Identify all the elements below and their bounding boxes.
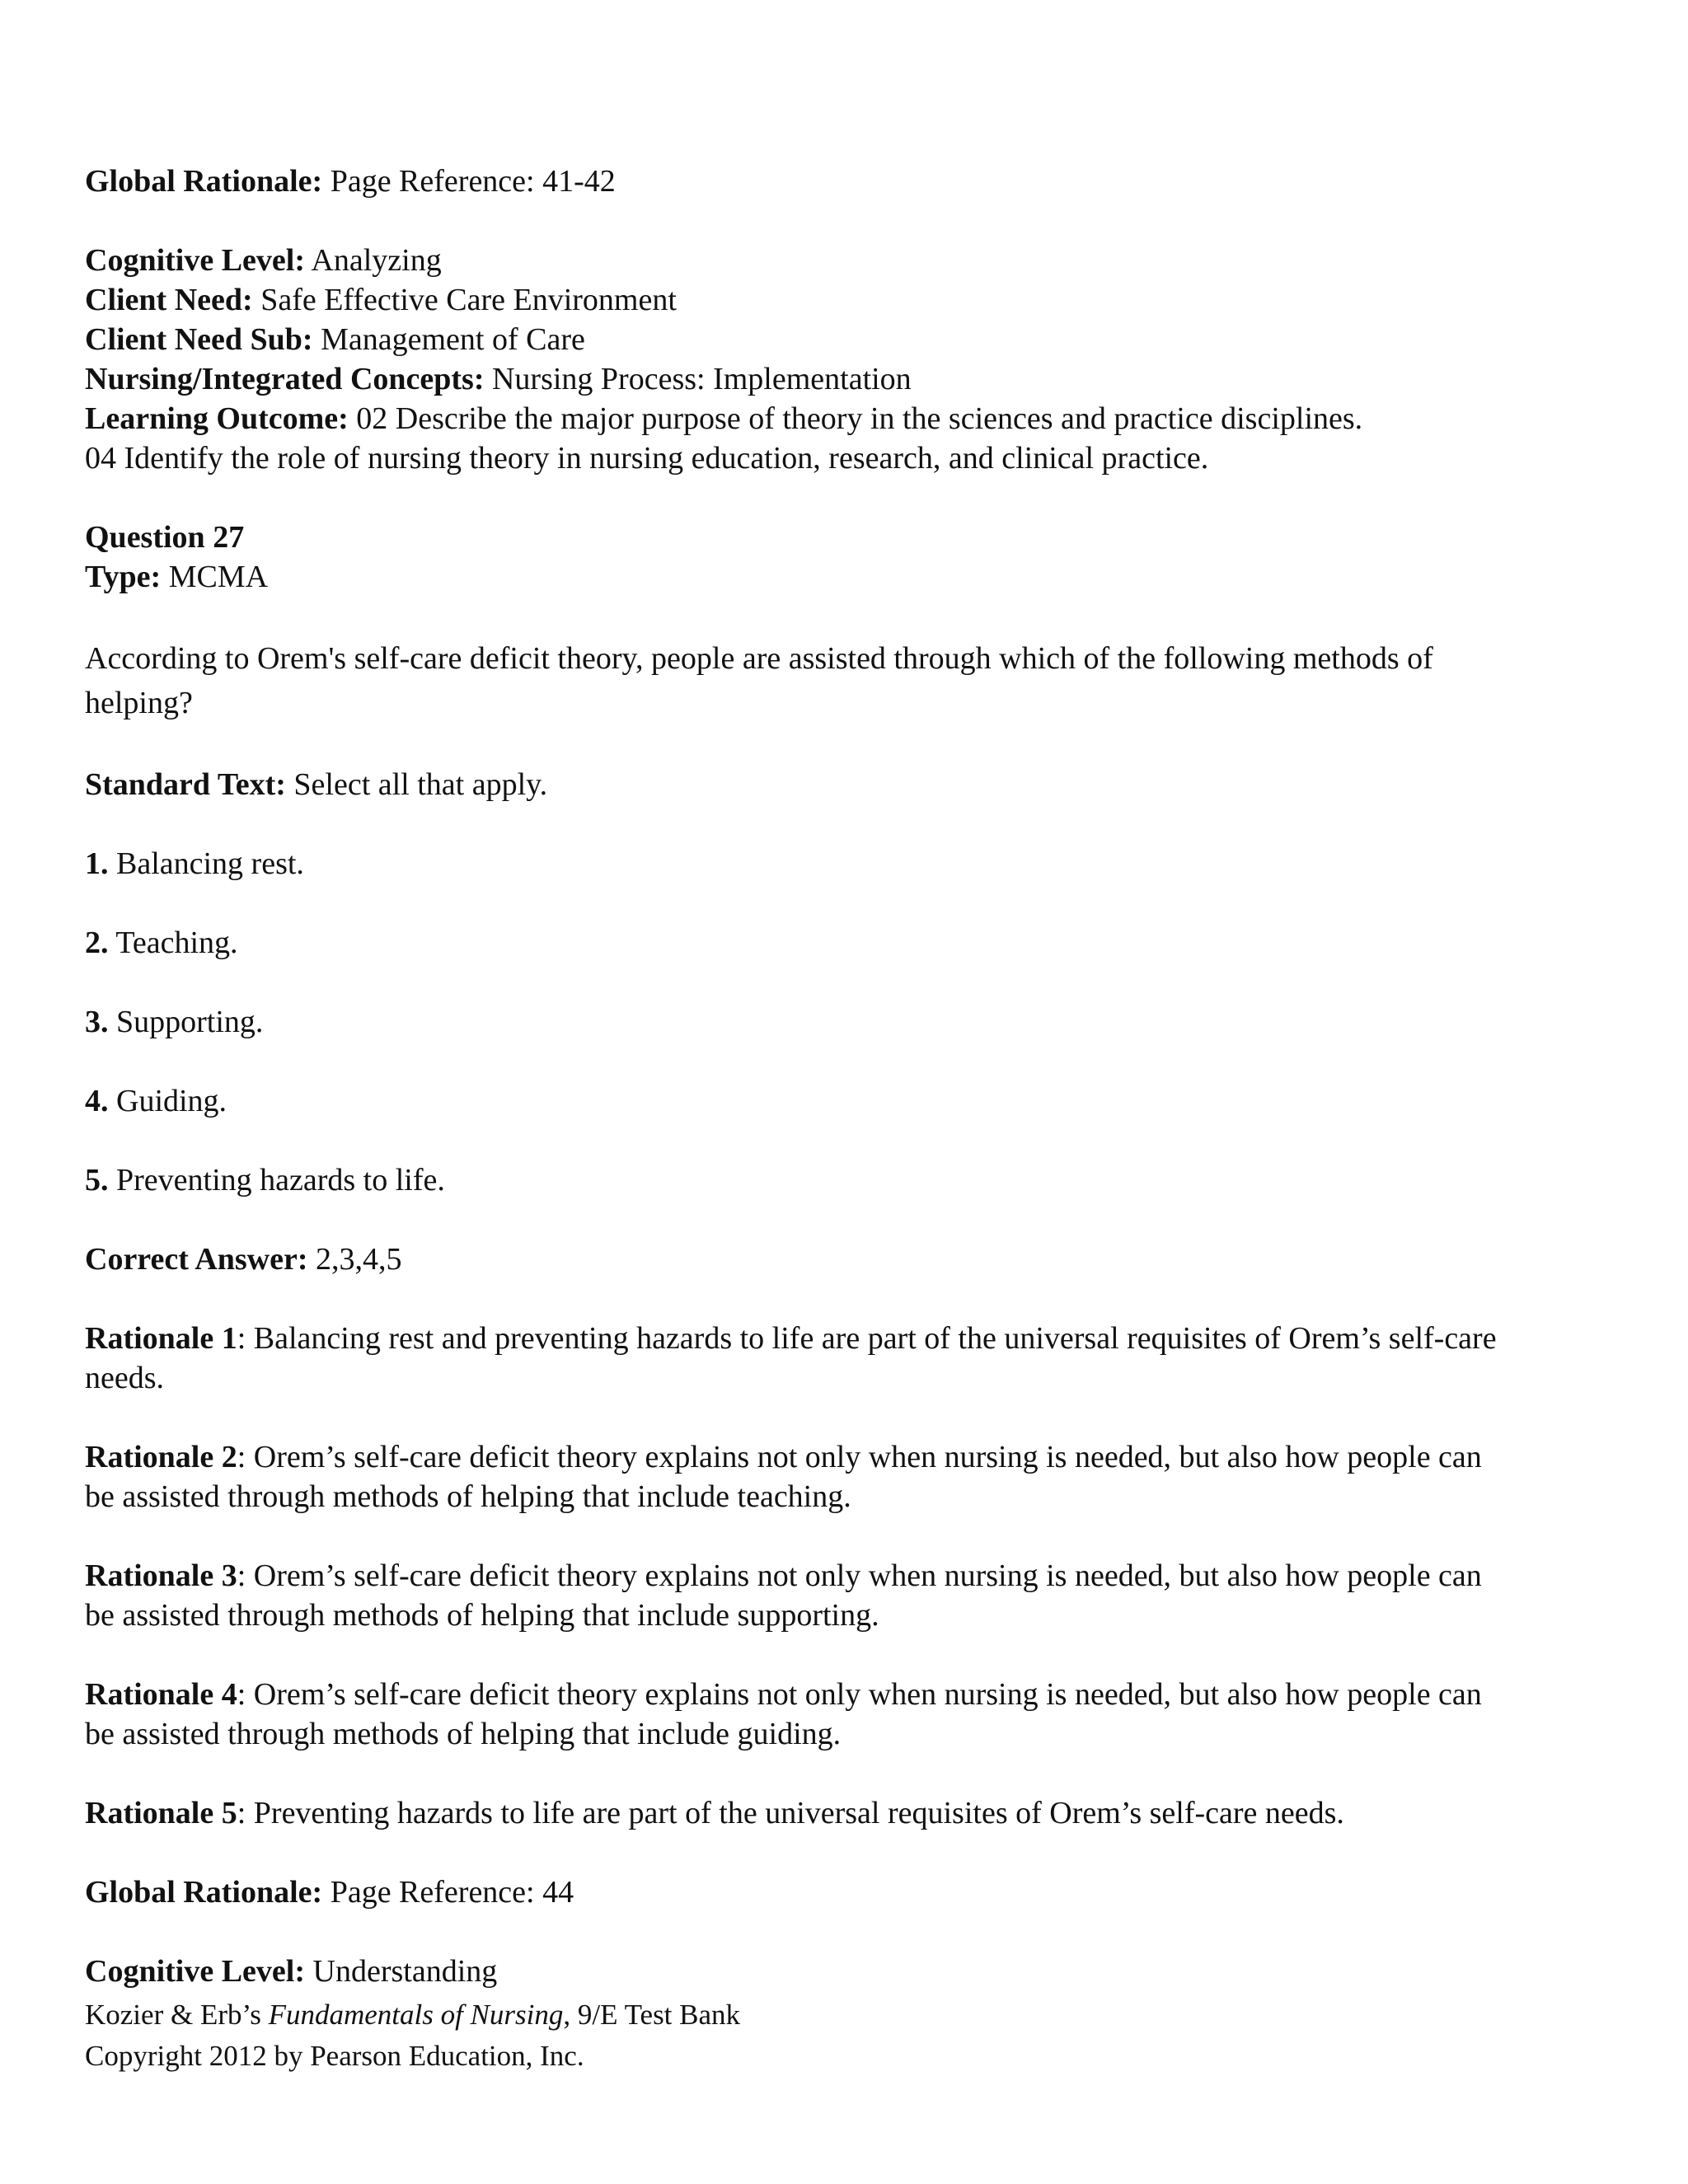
rationale-text: : Balancing rest and preventing hazards to life are part of the universal requisites of Orem’s self-care: [237, 1321, 1497, 1356]
prev-learning-outcome: [85, 399, 1618, 438]
answer-option-2: [85, 923, 1618, 963]
rationale-line: [85, 1793, 1618, 1833]
value: Management of Care: [321, 322, 585, 357]
stem-line: helping?: [85, 686, 193, 720]
prev-learning-outcome-continued: 04 Identify the role of nursing theory in nursing education, research, and clinical practice.: [85, 441, 1209, 476]
option-number: 2.: [85, 926, 109, 960]
value: MCMA: [168, 560, 269, 594]
value: Nursing Process: Implementation: [491, 362, 912, 396]
label: Client Need:: [85, 283, 253, 317]
rationale-text: : Orem’s self-care deficit theory explains not only when nursing is needed, but also how people can: [237, 1440, 1482, 1474]
stem-line: According to Orem's self-care deficit theory, people are assisted through which of the following methods of: [85, 641, 1433, 676]
prev-global-rationale: [85, 162, 1618, 201]
option-number: 5.: [85, 1163, 109, 1197]
rationale-2: [85, 1437, 1618, 1516]
rationale-5: [85, 1793, 1618, 1833]
rationale-text: : Orem’s self-care deficit theory explains not only when nursing is needed, but also how people can: [237, 1558, 1482, 1593]
rationale-line: be assisted through methods of helping that include guiding.: [85, 1717, 842, 1751]
rationale-text: : Preventing hazards to life are part of the universal requisites of Orem’s self-care needs.: [237, 1796, 1344, 1830]
option-text: Guiding.: [116, 1084, 227, 1118]
rationale-line: be assisted through methods of helping that include supporting.: [85, 1598, 879, 1633]
rationale-text: : Orem’s self-care deficit theory explains not only when nursing is needed, but also how people can: [237, 1677, 1482, 1712]
rationale-label: Rationale 4: [85, 1677, 237, 1712]
question-type: [85, 557, 1618, 597]
document-body: [85, 162, 1618, 1991]
rationale-3: [85, 1556, 1618, 1635]
option-number: 4.: [85, 1084, 109, 1118]
option-number: 1.: [85, 846, 109, 881]
answer-option-3: [85, 1002, 1618, 1042]
rationale-line: needs.: [85, 1361, 165, 1395]
answer-option-5: [85, 1160, 1618, 1200]
option-text: Teaching.: [115, 926, 238, 960]
rationale-line: be assisted through methods of helping that include teaching.: [85, 1479, 851, 1514]
value: Safe Effective Care Environment: [260, 283, 677, 317]
footer-suffix: , 9/E Test Bank: [563, 1999, 741, 2031]
label: Cognitive Level:: [85, 1954, 306, 1989]
question-title: [85, 518, 1618, 557]
rationale-label: Rationale 1: [85, 1321, 237, 1356]
value: 02 Describe the major purpose of theory in the sciences and practice disciplines.: [356, 401, 1363, 436]
rationale-label: Rationale 3: [85, 1558, 237, 1593]
footer-book-title: [85, 1994, 740, 2036]
question-stem: [85, 636, 1618, 725]
correct-answer: [85, 1240, 1618, 1279]
label: Global Rationale:: [85, 164, 323, 199]
footer-title: Fundamentals of Nursing: [268, 1999, 564, 2031]
option-number: 3.: [85, 1005, 109, 1039]
answer-option-1: [85, 844, 1618, 883]
standard-text: [85, 765, 1618, 804]
value: Analyzing: [311, 243, 442, 278]
rationale-line: [85, 1556, 1618, 1596]
prev-cognitive-level: [85, 241, 1618, 280]
option-text: Preventing hazards to life.: [116, 1163, 445, 1197]
label: Learning Outcome:: [85, 401, 349, 436]
global-rationale: [85, 1872, 1618, 1912]
rationale-line: [85, 1437, 1618, 1477]
rationale-label: Rationale 5: [85, 1796, 237, 1830]
answer-option-4: [85, 1081, 1618, 1121]
value: Page Reference: 44: [330, 1875, 574, 1910]
value: Select all that apply.: [293, 767, 548, 802]
rationale-line: [85, 1319, 1618, 1358]
value: Page Reference: 41-42: [330, 164, 616, 199]
prev-client-need-sub: [85, 320, 1618, 359]
option-text: Supporting.: [116, 1005, 264, 1039]
rationale-4: [85, 1675, 1618, 1754]
option-text: Balancing rest.: [116, 846, 304, 881]
page-footer: [85, 1994, 740, 2077]
prev-concepts: [85, 359, 1618, 399]
label: Global Rationale:: [85, 1875, 323, 1910]
question-number: Question 27: [85, 520, 245, 555]
value: Understanding: [312, 1954, 498, 1989]
value: 2,3,4,5: [315, 1242, 402, 1277]
rationale-1: [85, 1319, 1618, 1398]
label: Client Need Sub:: [85, 322, 313, 357]
label: Correct Answer:: [85, 1242, 308, 1277]
label: Type:: [85, 560, 162, 594]
footer-copyright: Copyright 2012 by Pearson Education, Inc.: [85, 2040, 584, 2072]
label: Standard Text:: [85, 767, 286, 802]
cognitive-level: [85, 1952, 1618, 1991]
rationale-line: [85, 1675, 1618, 1714]
prev-client-need: [85, 280, 1618, 320]
label: Cognitive Level:: [85, 243, 306, 278]
footer-prefix: Kozier & Erb’s: [85, 1999, 269, 2031]
rationale-label: Rationale 2: [85, 1440, 237, 1474]
label: Nursing/Integrated Concepts:: [85, 362, 485, 396]
